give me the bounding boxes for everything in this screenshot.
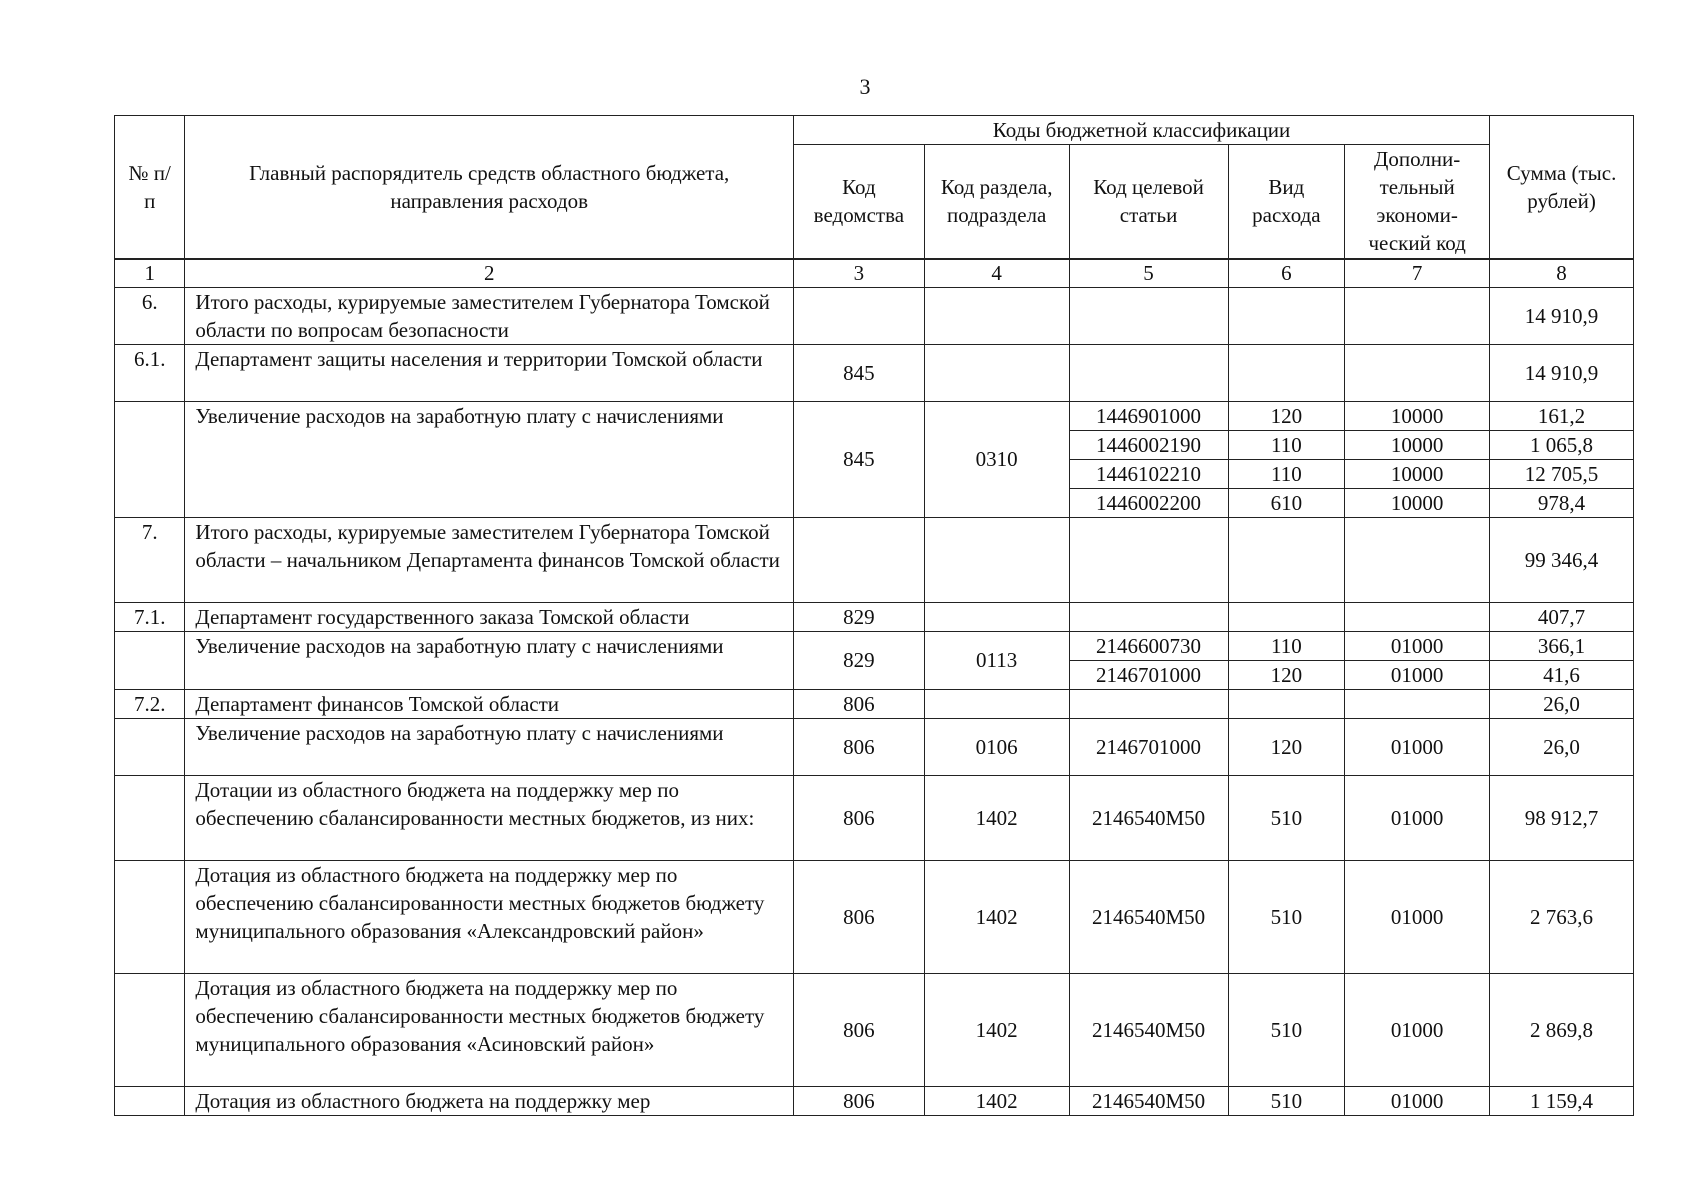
- row-description: Увеличение расходов на заработную плату с начислениями: [185, 401, 794, 517]
- header-section-code: Код раздела, подраздела: [924, 145, 1069, 259]
- row-number: 7.1.: [115, 602, 185, 631]
- row-target-code: 2146540M50: [1069, 775, 1228, 860]
- row-number: 6.: [115, 287, 185, 344]
- row-dept-code: 845: [793, 344, 924, 401]
- row-extra-code: 10000: [1345, 401, 1490, 430]
- column-number: 8: [1490, 259, 1634, 288]
- row-extra-code: 01000: [1345, 631, 1490, 660]
- table-row: [115, 287, 1634, 344]
- row-extra-code: 01000: [1345, 973, 1490, 1086]
- header-num: № п/п: [115, 116, 185, 259]
- row-description: Увеличение расходов на заработную плату с начислениями: [185, 718, 794, 775]
- row-target-code: 1446002190: [1069, 430, 1228, 459]
- row-sum: 1 159,4: [1490, 1086, 1634, 1115]
- row-extra-code: 01000: [1345, 718, 1490, 775]
- row-description: Дотация из областного бюджета на поддержку мер: [185, 1086, 794, 1115]
- table-row: [115, 344, 1634, 401]
- table-row: [115, 775, 1634, 860]
- row-extra-code: 10000: [1345, 430, 1490, 459]
- row-sum: 161,2: [1490, 401, 1634, 430]
- row-dept-code: 829: [793, 631, 924, 689]
- row-sum: 98 912,7: [1490, 775, 1634, 860]
- row-extra-code: 01000: [1345, 660, 1490, 689]
- row-description: Увеличение расходов на заработную плату с начислениями: [185, 631, 794, 689]
- row-sum: 978,4: [1490, 488, 1634, 517]
- header-target-code: Код целевой статьи: [1069, 145, 1228, 259]
- row-expense-type: 110: [1228, 459, 1345, 488]
- header-extra-code: Дополни-тельный экономи-ческий код: [1345, 145, 1490, 259]
- header-dept-code: Код ведомства: [793, 145, 924, 259]
- row-expense-type: 110: [1228, 430, 1345, 459]
- row-extra-code: 10000: [1345, 488, 1490, 517]
- header-description: Главный распорядитель средств областного бюджета, направления расходов: [185, 116, 794, 259]
- row-sum: 26,0: [1490, 689, 1634, 718]
- row-extra-code: 01000: [1345, 775, 1490, 860]
- row-expense-type: 110: [1228, 631, 1345, 660]
- row-description: Дотация из областного бюджета на поддержку мер по обеспечению сбалансированности местных бюджетов бюджету муниципального образования «Александровский район»: [185, 860, 794, 973]
- table-row: [115, 973, 1634, 1086]
- row-target-code: 2146600730: [1069, 631, 1228, 660]
- row-sum: 12 705,5: [1490, 459, 1634, 488]
- row-expense-type: 610: [1228, 488, 1345, 517]
- row-expense-type: 120: [1228, 660, 1345, 689]
- table-row: [115, 718, 1634, 775]
- row-description: Итого расходы, курируемые заместителем Губернатора Томской области – начальником Департамента финансов Томской области: [185, 517, 794, 602]
- table-row: [115, 517, 1634, 602]
- row-expense-type: 510: [1228, 860, 1345, 973]
- table-row: [115, 631, 1634, 660]
- row-description: Департамент государственного заказа Томской области: [185, 602, 794, 631]
- row-section-code: 1402: [924, 1086, 1069, 1115]
- row-dept-code: 806: [793, 973, 924, 1086]
- row-description: Дотации из областного бюджета на поддержку мер по обеспечению сбалансированности местных бюджетов, из них:: [185, 775, 794, 860]
- row-expense-type: 120: [1228, 718, 1345, 775]
- row-dept-code: 806: [793, 689, 924, 718]
- row-sum: 41,6: [1490, 660, 1634, 689]
- row-number: 7.: [115, 517, 185, 602]
- row-extra-code: 01000: [1345, 860, 1490, 973]
- row-section-code: 0113: [924, 631, 1069, 689]
- table-row: [115, 860, 1634, 973]
- row-number: 6.1.: [115, 344, 185, 401]
- row-expense-type: 510: [1228, 775, 1345, 860]
- row-target-code: 2146540M50: [1069, 860, 1228, 973]
- row-section-code: 1402: [924, 775, 1069, 860]
- row-target-code: 2146701000: [1069, 660, 1228, 689]
- row-section-code: 1402: [924, 860, 1069, 973]
- row-sum: 2 869,8: [1490, 973, 1634, 1086]
- column-number: 5: [1069, 259, 1228, 288]
- row-expense-type: 510: [1228, 1086, 1345, 1115]
- row-sum: 1 065,8: [1490, 430, 1634, 459]
- row-number: 7.2.: [115, 689, 185, 718]
- header-expense-type: Вид расхода: [1228, 145, 1345, 259]
- column-number: 1: [115, 259, 185, 288]
- table-row: [115, 401, 1634, 430]
- page-number: 3: [859, 74, 871, 99]
- row-extra-code: 01000: [1345, 1086, 1490, 1115]
- row-target-code: 1446002200: [1069, 488, 1228, 517]
- row-dept-code: 806: [793, 860, 924, 973]
- header-amount: Сумма (тыс. рублей): [1490, 116, 1634, 259]
- row-dept-code: 845: [793, 401, 924, 517]
- row-sum: 407,7: [1490, 602, 1634, 631]
- header-codes-group: Коды бюджетной классификации: [793, 116, 1489, 145]
- column-number: 4: [924, 259, 1069, 288]
- row-section-code: 1402: [924, 973, 1069, 1086]
- row-dept-code: 806: [793, 775, 924, 860]
- column-number: 3: [793, 259, 924, 288]
- column-numbers-row: [115, 259, 1634, 288]
- row-sum: 14 910,9: [1490, 287, 1634, 344]
- budget-table: [114, 115, 1634, 1116]
- row-description: Департамент защиты населения и территории Томской области: [185, 344, 794, 401]
- table-row: [115, 1086, 1634, 1115]
- column-number: 2: [185, 259, 794, 288]
- row-expense-type: 510: [1228, 973, 1345, 1086]
- row-target-code: 2146540M50: [1069, 1086, 1228, 1115]
- row-target-code: 2146540M50: [1069, 973, 1228, 1086]
- row-section-code: 0310: [924, 401, 1069, 517]
- row-sum: 99 346,4: [1490, 517, 1634, 602]
- row-section-code: 0106: [924, 718, 1069, 775]
- row-extra-code: 10000: [1345, 459, 1490, 488]
- row-dept-code: 829: [793, 602, 924, 631]
- row-dept-code: 806: [793, 1086, 924, 1115]
- row-expense-type: 120: [1228, 401, 1345, 430]
- header-row: [115, 116, 1634, 145]
- column-number: 7: [1345, 259, 1490, 288]
- row-target-code: 1446102210: [1069, 459, 1228, 488]
- row-sum: 14 910,9: [1490, 344, 1634, 401]
- row-description: Департамент финансов Томской области: [185, 689, 794, 718]
- row-sum: 26,0: [1490, 718, 1634, 775]
- row-target-code: 1446901000: [1069, 401, 1228, 430]
- row-description: Дотация из областного бюджета на поддержку мер по обеспечению сбалансированности местных бюджетов бюджету муниципального образования «Асиновский район»: [185, 973, 794, 1086]
- column-number: 6: [1228, 259, 1345, 288]
- row-description: Итого расходы, курируемые заместителем Губернатора Томской области по вопросам безопасности: [185, 287, 794, 344]
- row-target-code: 2146701000: [1069, 718, 1228, 775]
- row-sum: 366,1: [1490, 631, 1634, 660]
- row-dept-code: 806: [793, 718, 924, 775]
- table-row: [115, 689, 1634, 718]
- row-sum: 2 763,6: [1490, 860, 1634, 973]
- table-row: [115, 602, 1634, 631]
